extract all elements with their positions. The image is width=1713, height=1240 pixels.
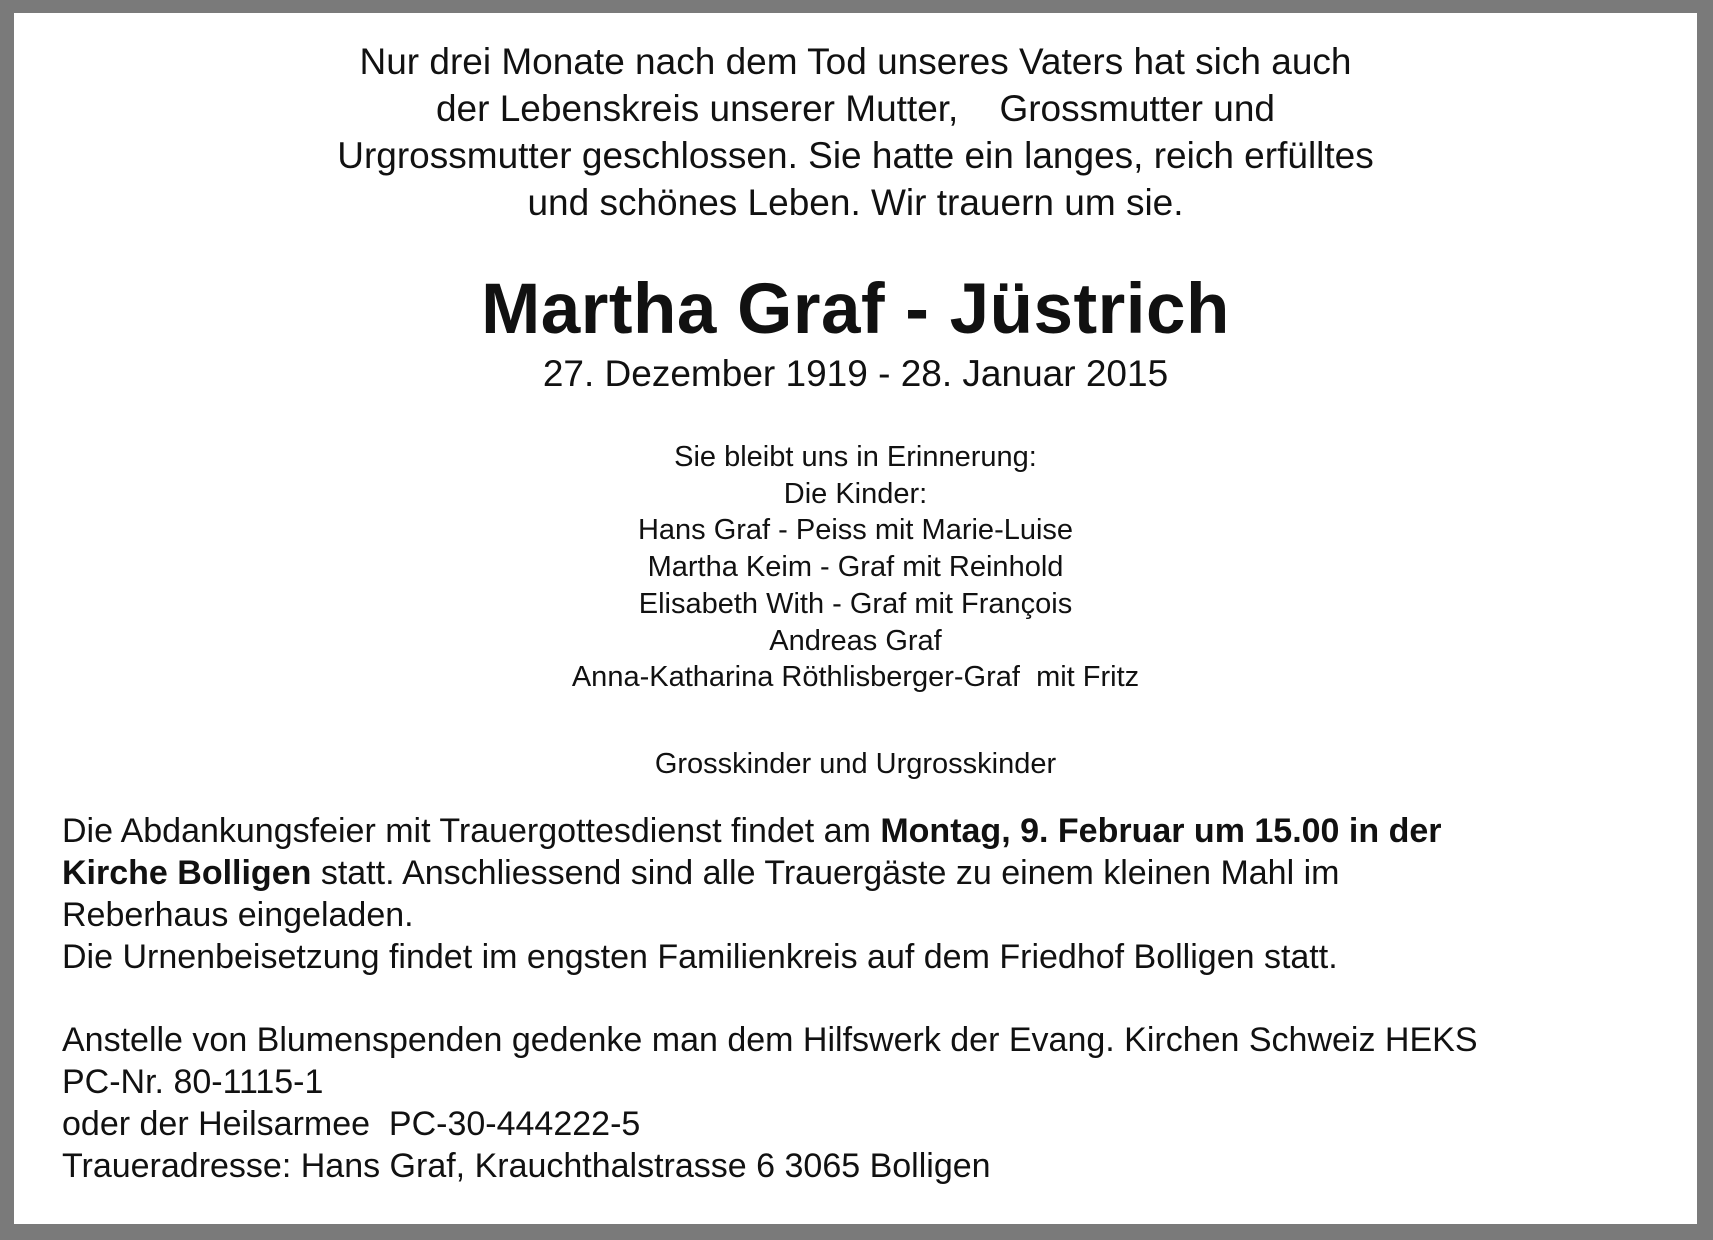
service-line-1	[62, 810, 1682, 852]
mourners-list	[14, 439, 1697, 696]
children-heading: Die Kinder:	[783, 477, 928, 510]
life-dates: 27. Dezember 1919 - 28. Januar 2015	[542, 353, 1169, 394]
child-entry: Andreas Graf	[769, 624, 942, 657]
donation-info	[62, 1019, 1682, 1187]
service-line-3: Reberhaus eingeladen.	[62, 896, 414, 934]
intro-text	[14, 38, 1697, 226]
child-entry: Anna-Katharina Röthlisberger-Graf mit Fritz	[571, 661, 1140, 694]
deceased-name: Martha Graf - Jüstrich	[481, 270, 1230, 349]
remembrance-heading: Sie bleibt uns in Erinnerung:	[674, 441, 1037, 473]
service-text: statt. Anschliessend sind alle Trauergäste zu einem kleinen Mahl im	[311, 854, 1340, 892]
donation-line: Anstelle von Blumenspenden gedenke man dem Hilfswerk der Evang. Kirchen Schweiz HEKS	[62, 1021, 1478, 1059]
child-entry: Martha Keim - Graf mit Reinhold	[647, 551, 1064, 584]
intro-line: und schönes Leben. Wir trauern um sie.	[527, 182, 1184, 223]
service-datetime: Montag, 9. Februar um 15.00 in der	[880, 812, 1442, 850]
intro-line: der Lebenskreis unserer Mutter, Grossmutter und	[435, 88, 1276, 129]
donation-alternative: oder der Heilsarmee PC-30-444222-5	[62, 1105, 641, 1143]
service-location: Kirche Bolligen	[62, 854, 312, 892]
service-line-2	[62, 852, 1682, 894]
intro-line: Nur drei Monate nach dem Tod unseres Vaters hat sich auch	[359, 41, 1352, 82]
mourning-address: Traueradresse: Hans Graf, Krauchthalstrasse 6 3065 Bolligen	[62, 1147, 991, 1185]
child-entry: Hans Graf - Peiss mit Marie-Luise	[637, 514, 1074, 547]
burial-info: Die Urnenbeisetzung findet im engsten Familienkreis auf dem Friedhof Bolligen statt.	[62, 938, 1338, 976]
service-info	[62, 810, 1682, 978]
intro-line: Urgrossmutter geschlossen. Sie hatte ein langes, reich erfülltes	[337, 135, 1374, 176]
child-entry: Elisabeth With - Graf mit François	[638, 587, 1073, 620]
grandchildren-line: Grosskinder und Urgrosskinder	[654, 748, 1057, 780]
donation-account: PC-Nr. 80-1115-1	[62, 1063, 324, 1101]
service-text: Die Abdankungsfeier mit Trauergottesdienst findet am	[62, 812, 881, 850]
